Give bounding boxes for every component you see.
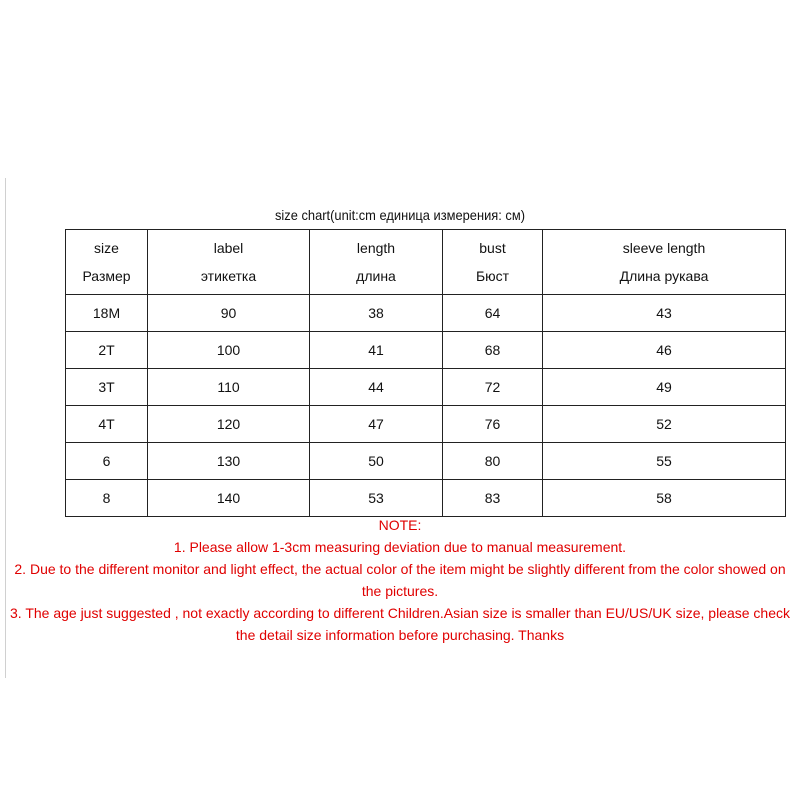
size-chart-title: size chart(unit:cm единица измерения: см) xyxy=(274,207,525,223)
cell-size: 2T xyxy=(66,332,148,369)
cell-bust: 80 xyxy=(443,443,543,480)
cell-length: 47 xyxy=(310,406,443,443)
header-size: size Размер xyxy=(66,230,148,295)
cell-bust: 64 xyxy=(443,295,543,332)
cell-length: 50 xyxy=(310,443,443,480)
table-row xyxy=(66,369,786,406)
cell-bust: 76 xyxy=(443,406,543,443)
cell-label: 120 xyxy=(148,406,310,443)
notes-section xyxy=(0,514,800,646)
cell-label: 130 xyxy=(148,443,310,480)
cell-size: 6 xyxy=(66,443,148,480)
table-row xyxy=(66,332,786,369)
cell-label: 110 xyxy=(148,369,310,406)
cell-sleeve-length: 43 xyxy=(543,295,786,332)
cell-size: 3T xyxy=(66,369,148,406)
cell-sleeve-length: 55 xyxy=(543,443,786,480)
cell-label: 100 xyxy=(148,332,310,369)
cell-bust: 68 xyxy=(443,332,543,369)
cell-bust: 83 xyxy=(443,480,543,517)
cell-size: 18M xyxy=(66,295,148,332)
table-row xyxy=(66,480,786,517)
cell-sleeve-length: 58 xyxy=(543,480,786,517)
header-length: length длина xyxy=(310,230,443,295)
cell-length: 41 xyxy=(310,332,443,369)
cell-size: 4T xyxy=(66,406,148,443)
note-item-1: 1. Please allow 1-3cm measuring deviation due to manual measurement. xyxy=(173,539,627,555)
note-item-3: 3. The age just suggested , not exactly according to different Children.Asian size is smaller than EU/US/UK size, please check the detail size information before purchasing. Thanks xyxy=(10,605,790,643)
cell-length: 53 xyxy=(310,480,443,517)
cell-length: 38 xyxy=(310,295,443,332)
cell-sleeve-length: 49 xyxy=(543,369,786,406)
cell-sleeve-length: 52 xyxy=(543,406,786,443)
cell-bust: 72 xyxy=(443,369,543,406)
table-row xyxy=(66,295,786,332)
note-item-2: 2. Due to the different monitor and light effect, the actual color of the item might be slightly different from the color showed on the pictures. xyxy=(14,561,786,599)
cell-length: 44 xyxy=(310,369,443,406)
table-row xyxy=(66,443,786,480)
cell-size: 8 xyxy=(66,480,148,517)
header-row xyxy=(66,230,786,295)
header-label: label этикетка xyxy=(148,230,310,295)
cell-sleeve-length: 46 xyxy=(543,332,786,369)
header-sleeve-length: sleeve length Длина рукава xyxy=(543,230,786,295)
header-bust: bust Бюст xyxy=(443,230,543,295)
note-heading: NOTE: xyxy=(378,517,422,533)
cell-label: 140 xyxy=(148,480,310,517)
table-row xyxy=(66,406,786,443)
size-chart-table xyxy=(65,229,786,517)
cell-label: 90 xyxy=(148,295,310,332)
